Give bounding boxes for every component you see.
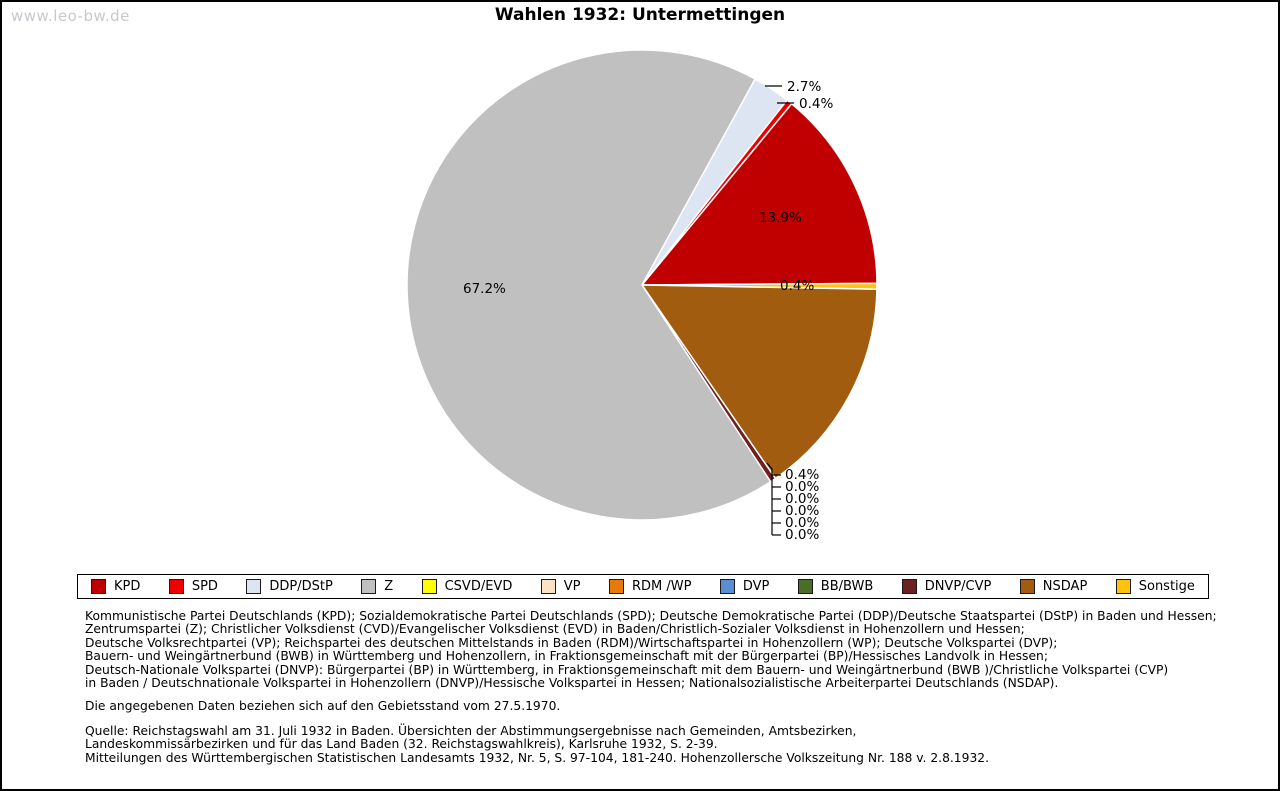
percent-label-sonstige: 0.4% <box>780 278 815 294</box>
percent-label-z: 67.2% <box>463 281 506 297</box>
percent-label-bbbwb: 0.0% <box>785 479 820 495</box>
legend-swatch-vp <box>541 579 556 594</box>
legend-label: NSDAP <box>1042 579 1088 594</box>
legend-label: VP <box>563 579 581 594</box>
percent-label-rdmwp: 0.0% <box>785 503 820 519</box>
legend-swatch-nsdap <box>1020 579 1035 594</box>
footnote-gebietsstand: Die angegebenen Daten beziehen sich auf den Gebietsstand vom 27.5.1970. <box>85 699 561 713</box>
watermark: www.leo-bw.de <box>11 7 130 25</box>
legend-label: DDP/DStP <box>269 579 333 594</box>
legend-item-ddp-dstp <box>246 579 332 594</box>
legend-item-sonstige <box>1116 579 1195 594</box>
footnote-line: Deutsche Volksrechtpartei (VP); Reichspartei des deutschen Mittelstands in Baden (RDM)/Wirtschaftspartei in Hohenzollern (WP); Deutsche Volkspartei (DVP); <box>85 635 1058 650</box>
footnote-quelle <box>85 725 989 765</box>
legend-label: DVP <box>742 579 770 594</box>
percent-label-dnvp: 0.4% <box>785 467 820 483</box>
legend-swatch-kpd <box>91 579 106 594</box>
legend-item-kpd <box>91 579 140 594</box>
percent-label-ddp: 2.7% <box>787 79 822 95</box>
legend-label: KPD <box>114 579 141 594</box>
footnote-line: Deutsch-Nationale Volkspartei (DNVP): Bürgerpartei (BP) in Württemberg, in Fraktionsgemeinschaft mit dem Bauern- und Weingärtnerbund (BWB )/Christliche Volkspartei (CVP) <box>85 662 1169 677</box>
legend-swatch-spd <box>169 579 184 594</box>
legend-label: DNVP/CVP <box>924 579 992 594</box>
legend-label: Z <box>384 579 394 594</box>
legend-swatch-dvp <box>720 579 735 594</box>
footnote-line: in Baden / Deutschnationale Volkspartei in Hohenzollern (DNVP)/Hessische Volkspartei in Hessen; Nationalsozialistische Arbeiterpartei Deutschlands (NSDAP). <box>85 676 1059 691</box>
legend-label: CSVD/EVD <box>444 579 513 594</box>
legend <box>77 574 1209 599</box>
footnote-line: Bauern- und Weingärtnerbund (BWB) in Württemberg und Hohenzollern, in Fraktionsgemeinschaft mit der Bürgerpartei (BP)/Hessisches Landvolk in Hessen; <box>85 649 1048 664</box>
footnote-line: Kommunistische Partei Deutschlands (KPD); Sozialdemokratische Partei Deutschlands (SPD); Deutsche Demokratische Partei (DDP)/Deutsche Staatspartei (DStP) in Baden und Hessen; <box>85 609 1217 623</box>
legend-label: RDM /WP <box>631 579 692 594</box>
legend-item-rdm-wp <box>609 579 691 594</box>
legend-swatch-dnvp-cvp <box>902 579 917 594</box>
percent-label-kpd: 13.9% <box>759 210 802 226</box>
legend-label: SPD <box>191 579 218 594</box>
legend-item-dvp <box>720 579 770 594</box>
percent-label-csvdevd: 0.0% <box>785 527 820 543</box>
footnote-line: Mitteilungen des Württembergischen Statistischen Landesamts 1932, Nr. 5, S. 97-104, 181-240. Hohenzollersche Volkszeitung Nr. 188 v. 2.8.1932. <box>85 750 990 765</box>
legend-swatch-ddp-dstp <box>246 579 261 594</box>
pie-chart-canvas <box>2 2 1278 564</box>
percent-label-vp: 0.0% <box>785 515 820 531</box>
footnote-line: Zentrumspartei (Z); Christlicher Volksdienst (CVD)/Evangelischer Volksdienst (EVD) in Baden/Christlich-Sozialer Volksdienst in Hohenzollern und Hessen; <box>85 622 1025 637</box>
legend-label: Sonstige <box>1138 579 1195 594</box>
legend-swatch-sonstige <box>1116 579 1131 594</box>
page-title: Wahlen 1932: Untermettingen <box>494 5 786 25</box>
legend-label: BB/BWB <box>820 579 874 594</box>
legend-item-vp <box>541 579 581 594</box>
legend-swatch-z <box>361 579 376 594</box>
legend-swatch-rdm-wp <box>609 579 624 594</box>
footnote-parties <box>85 610 1217 690</box>
legend-item-bb-bwb <box>798 579 873 594</box>
legend-swatch-csvd-evd <box>422 579 437 594</box>
percent-label-dvp: 0.0% <box>785 491 820 507</box>
legend-item-csvd-evd <box>422 579 513 594</box>
legend-item-dnvp-cvp <box>902 579 992 594</box>
legend-swatch-bb-bwb <box>798 579 813 594</box>
footnote-line: Landeskommissärbezirken und für das Land Baden (32. Reichstagswahlkreis), Karlsruhe 1932, S. 2-39. <box>85 737 718 752</box>
legend-item-z <box>361 579 393 594</box>
legend-item-nsdap <box>1020 579 1088 594</box>
percent-label-spd: 0.4% <box>799 96 834 112</box>
footnote-line: Quelle: Reichstagswahl am 31. Juli 1932 in Baden. Übersichten der Abstimmungsergebnisse nach Gemeinden, Amtsbezirken, <box>85 724 857 738</box>
legend-item-spd <box>169 579 218 594</box>
